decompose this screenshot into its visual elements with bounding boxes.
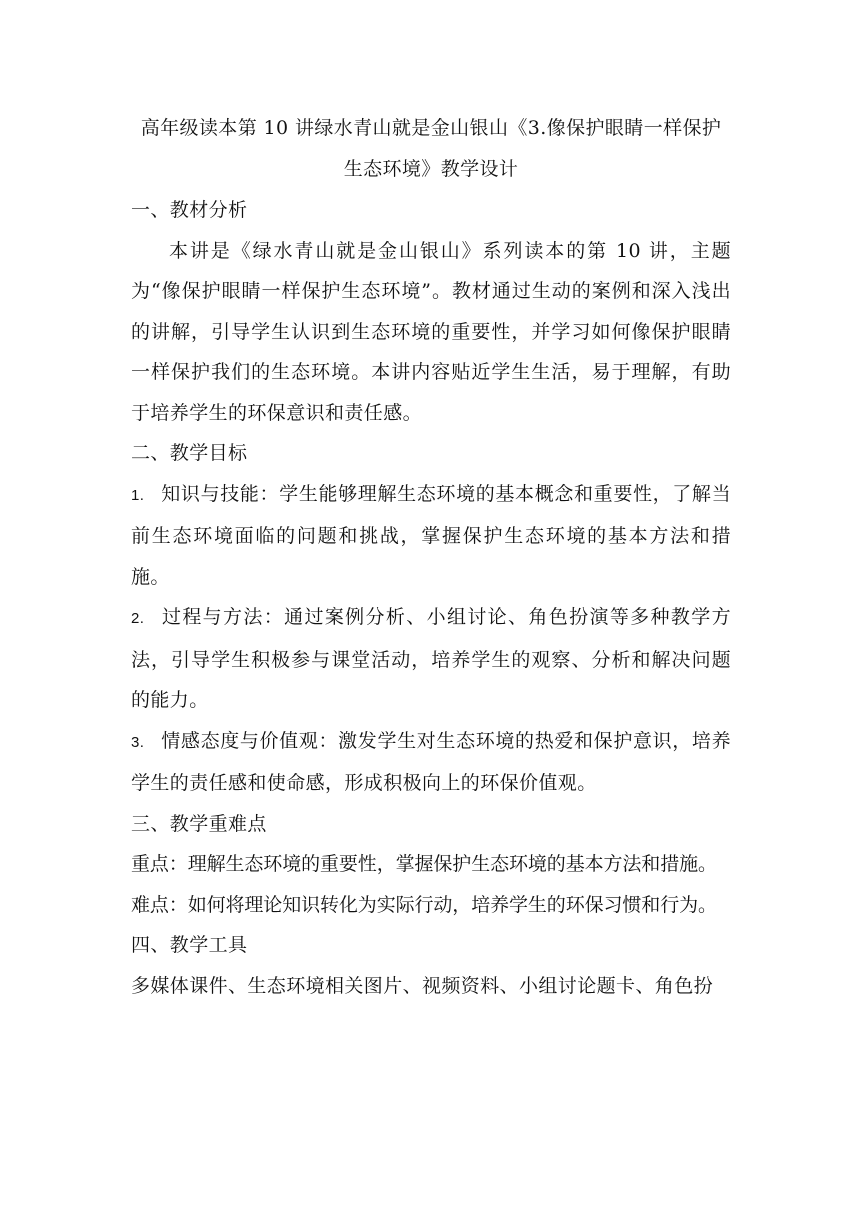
goal-item-knowledge (131, 474, 731, 598)
title-line-2: 生态环境》教学设计 (343, 158, 519, 180)
tools-heading: 四、教学工具 (131, 934, 248, 956)
title-line-1: 高年级读本第 10 讲绿水青山就是金山银山《3.像保护眼睛一样保护 (140, 117, 722, 139)
goals-heading: 二、教学目标 (131, 442, 248, 464)
key-point-line: 重点：理解生态环境的重要性，掌握保护生态环境的基本方法和措施。 (131, 853, 717, 875)
goal-text: 情感态度与价值观：激发学生对生态环境的热爱和保护意识，培养学生的责任感和使命感，形成积极向上的环保价值观。 (131, 729, 731, 794)
key-points-heading: 三、教学重难点 (131, 812, 267, 835)
document-title (131, 108, 731, 190)
goal-number: 2. (131, 610, 145, 627)
goal-text: 过程与方法：通过案例分析、小组讨论、角色扮演等多种教学方法，引导学生积极参与课堂活动，培养学生的观察、分析和解决问题的能力。 (131, 606, 731, 711)
goal-number: 1. (131, 486, 145, 504)
goal-number: 3. (131, 733, 145, 751)
document-content (131, 108, 731, 1006)
goal-item-values (131, 721, 731, 804)
difficulty-line: 难点：如何将理论知识转化为实际行动，培养学生的环保习惯和行为。 (131, 893, 717, 916)
goal-item-process (131, 597, 731, 721)
tools-paragraph: 多媒体课件、生态环境相关图片、视频资料、小组讨论题卡、角色扮 (131, 974, 714, 997)
materials-paragraph: 本讲是《绿水青山就是金山银山》系列读本的第 10 讲，主题为“像保护眼睛一样保护生态环境”。教材通过生动的案例和深入浅出的讲解，引导学生认识到生态环境的重要性，并学习如何像保护眼睛一样保护我们的生态环境。本讲内容贴近学生生活，易于理解，有助于培养学生的环保意识和责任感。 (131, 239, 731, 424)
goal-text: 知识与技能：学生能够理解生态环境的基本概念和重要性，了解当前生态环境面临的问题和挑战，掌握保护生态环境的基本方法和措施。 (131, 482, 731, 588)
materials-heading: 一、教材分析 (131, 199, 248, 221)
